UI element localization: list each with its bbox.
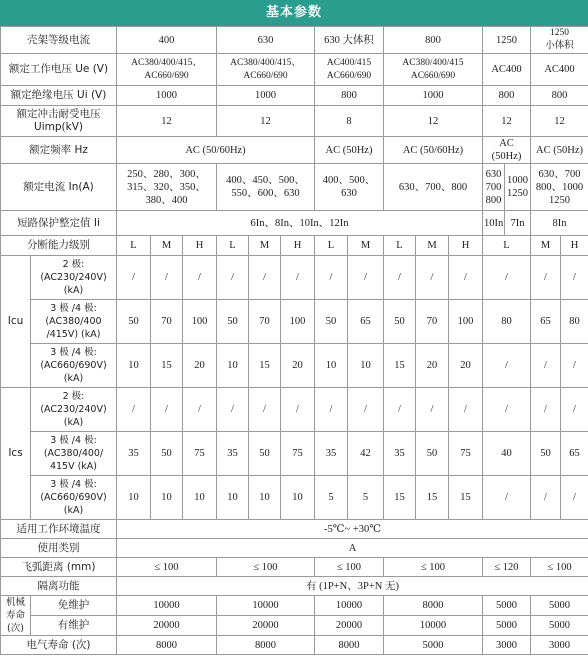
cell: 50 xyxy=(315,300,348,344)
cell: 400、500、 630 xyxy=(315,164,384,211)
cell: 15 xyxy=(416,476,449,520)
cell: 800 xyxy=(315,86,384,106)
cell: 8 xyxy=(315,106,384,137)
cell: / xyxy=(561,256,588,300)
row-label: 免维护 xyxy=(31,596,117,616)
cell: 10In xyxy=(483,211,505,236)
cell: 8In xyxy=(531,211,588,236)
cell: AC (50Hz) xyxy=(483,137,531,164)
row-ics-2p xyxy=(1,388,588,432)
cell: 5 xyxy=(348,476,384,520)
row-label: 2 极: (AC230/240V) (kA) xyxy=(31,256,117,300)
cell: ≤ 100 xyxy=(117,558,217,577)
cell: 630 大体积 xyxy=(315,27,384,54)
row-frame xyxy=(1,27,588,54)
cell: AC (50/60Hz) xyxy=(117,137,315,164)
row-label: 短路保护整定值 Ii xyxy=(1,211,117,236)
cell: 10 xyxy=(315,344,348,388)
row-label: 2 极: (AC230/240V) (kA) xyxy=(31,388,117,432)
row-ue xyxy=(1,54,588,86)
cell: 3000 xyxy=(531,636,588,655)
cell: H xyxy=(281,236,315,256)
cell: ≤ 100 xyxy=(531,558,588,577)
cell: ≤ 120 xyxy=(483,558,531,577)
cell: / xyxy=(483,476,531,520)
cell: M xyxy=(151,236,183,256)
cell: / xyxy=(151,256,183,300)
cell: 10000 xyxy=(217,596,315,616)
icu-label: Icu xyxy=(1,256,31,388)
row-icu-3p-690 xyxy=(1,344,588,388)
row-elec-life xyxy=(1,636,588,655)
cell: 5 xyxy=(315,476,348,520)
cell: / xyxy=(384,388,416,432)
cell: 65 xyxy=(531,300,561,344)
cell: / xyxy=(217,388,249,432)
cell: 10 xyxy=(117,344,151,388)
row-label: 3 极 /4 极: (AC660/690V) (kA) xyxy=(31,476,117,520)
cell: A xyxy=(117,539,588,558)
cell: / xyxy=(249,388,281,432)
ics-label: Ics xyxy=(1,388,31,520)
row-label: 3 极 /4 极: (AC380/400 /415V) (kA) xyxy=(31,300,117,344)
cell: H xyxy=(561,236,588,256)
row-label: 适用工作环境温度 xyxy=(1,520,117,539)
cell: 50 xyxy=(416,432,449,476)
row-category xyxy=(1,539,588,558)
row-label: 额定工作电压 Ue (V) xyxy=(1,54,117,86)
cell: 10 xyxy=(348,344,384,388)
cell: / xyxy=(531,256,561,300)
cell: / xyxy=(483,256,531,300)
cell: 15 xyxy=(449,476,483,520)
cell: 12 xyxy=(384,106,483,137)
cell: 1250 小体积 xyxy=(531,27,588,54)
cell: 400、450、500、 550、600、630 xyxy=(217,164,315,211)
cell: 12 xyxy=(531,106,588,137)
cell: 400 xyxy=(117,27,217,54)
cell: / xyxy=(281,388,315,432)
cell: 1250 xyxy=(483,27,531,54)
cell: 1000 1250 xyxy=(505,164,531,211)
cell: 10 xyxy=(117,476,151,520)
cell: AC (50/60Hz) xyxy=(384,137,483,164)
cell: 10000 xyxy=(315,596,384,616)
cell: 50 xyxy=(384,300,416,344)
row-icu-2p xyxy=(1,256,588,300)
cell: / xyxy=(348,256,384,300)
cell: 10000 xyxy=(117,596,217,616)
cell: H xyxy=(183,236,217,256)
row-isolation xyxy=(1,577,588,596)
cell: 10 xyxy=(217,344,249,388)
cell: 800 xyxy=(384,27,483,54)
cell: 40 xyxy=(483,432,531,476)
cell: 7In xyxy=(505,211,531,236)
cell: L xyxy=(217,236,249,256)
row-ui xyxy=(1,86,588,106)
cell: 10 xyxy=(281,476,315,520)
cell: 8000 xyxy=(217,636,315,655)
cell: 35 xyxy=(117,432,151,476)
row-arc-distance xyxy=(1,558,588,577)
parameter-table xyxy=(0,26,588,655)
cell: / xyxy=(315,256,348,300)
row-label: 电气寿命 (次) xyxy=(1,636,117,655)
cell: 20000 xyxy=(315,616,384,636)
cell: / xyxy=(151,388,183,432)
cell: 50 xyxy=(249,432,281,476)
row-ics-3p-690 xyxy=(1,476,588,520)
row-breaking-class xyxy=(1,236,588,256)
cell: / xyxy=(183,256,217,300)
row-label: 3 极 /4 极: (AC660/690V) (kA) xyxy=(31,344,117,388)
cell: / xyxy=(449,256,483,300)
cell: 8000 xyxy=(384,596,483,616)
cell: 250、280、300、 315、320、350、 380、400 xyxy=(117,164,217,211)
cell: / xyxy=(561,344,588,388)
cell: 42 xyxy=(348,432,384,476)
row-mech-life-maint xyxy=(1,616,588,636)
cell: 10 xyxy=(151,476,183,520)
cell: / xyxy=(217,256,249,300)
cell: 1000 xyxy=(384,86,483,106)
cell: AC400/415 AC660/690 xyxy=(315,54,384,86)
cell: / xyxy=(561,476,588,520)
row-ics-3p-400 xyxy=(1,432,588,476)
cell: H xyxy=(449,236,483,256)
cell: 65 xyxy=(561,432,588,476)
cell: 630 xyxy=(217,27,315,54)
cell: 100 xyxy=(281,300,315,344)
cell: / xyxy=(315,388,348,432)
cell: 35 xyxy=(384,432,416,476)
cell: 75 xyxy=(183,432,217,476)
cell: AC380/400/415 AC660/690 xyxy=(384,54,483,86)
table-title: 基本参数 xyxy=(0,0,588,26)
row-ii xyxy=(1,211,588,236)
cell: 20000 xyxy=(117,616,217,636)
cell: 50 xyxy=(531,432,561,476)
row-label: 使用类别 xyxy=(1,539,117,558)
cell: 70 xyxy=(416,300,449,344)
cell: 15 xyxy=(151,344,183,388)
cell: / xyxy=(483,388,531,432)
cell: 70 xyxy=(151,300,183,344)
cell: 100 xyxy=(449,300,483,344)
row-frequency xyxy=(1,137,588,164)
cell: 80 xyxy=(483,300,531,344)
row-label: 3 极 /4 极: (AC380/400/ 415V (kA) xyxy=(31,432,117,476)
cell: 15 xyxy=(249,344,281,388)
cell: 75 xyxy=(449,432,483,476)
cell: M xyxy=(416,236,449,256)
cell: / xyxy=(483,344,531,388)
row-uimp xyxy=(1,106,588,137)
row-label: 壳架等级电流 xyxy=(1,27,117,54)
row-label: 额定绝缘电压 Ui (V) xyxy=(1,86,117,106)
cell: -5℃~ +30℃ xyxy=(117,520,588,539)
cell: 5000 xyxy=(483,596,531,616)
row-label: 额定频率 Hz xyxy=(1,137,117,164)
cell: 800 xyxy=(483,86,531,106)
cell: 5000 xyxy=(384,636,483,655)
cell: 65 xyxy=(348,300,384,344)
cell: 5000 xyxy=(531,596,588,616)
cell: 630、700 800、1000 1250 xyxy=(531,164,588,211)
mech-life-label: 机械寿命 (次) xyxy=(1,596,31,636)
cell: / xyxy=(416,256,449,300)
cell: 15 xyxy=(384,344,416,388)
row-label: 额定电流 In(A) xyxy=(1,164,117,211)
cell: AC (50Hz) xyxy=(315,137,384,164)
cell: 35 xyxy=(315,432,348,476)
row-label: 额定冲击耐受电压 Uimp(kV) xyxy=(1,106,117,137)
cell: 50 xyxy=(117,300,151,344)
cell: 80 xyxy=(561,300,588,344)
cell: 10 xyxy=(249,476,281,520)
cell: AC380/400/415、 AC660/690 xyxy=(217,54,315,86)
cell: 12 xyxy=(217,106,315,137)
cell: / xyxy=(531,476,561,520)
cell: 1000 xyxy=(117,86,217,106)
cell: 6In、8In、10In、12In xyxy=(117,211,483,236)
row-mech-life-free xyxy=(1,596,588,616)
cell: / xyxy=(117,388,151,432)
row-label: 飞弧距离 (mm) xyxy=(1,558,117,577)
cell: ≤ 100 xyxy=(217,558,315,577)
cell: 有 (1P+N、3P+N 无) xyxy=(117,577,588,596)
cell: / xyxy=(531,388,561,432)
cell: 35 xyxy=(217,432,249,476)
cell: AC (50Hz) xyxy=(531,137,588,164)
cell: 50 xyxy=(217,300,249,344)
cell: ≤ 100 xyxy=(384,558,483,577)
cell: AC380/400/415、 AC660/690 xyxy=(117,54,217,86)
cell: 5000 xyxy=(483,616,531,636)
cell: L xyxy=(315,236,348,256)
cell: / xyxy=(249,256,281,300)
cell: / xyxy=(416,388,449,432)
cell: 20 xyxy=(449,344,483,388)
cell: 3000 xyxy=(483,636,531,655)
cell: / xyxy=(561,388,588,432)
cell: ≤ 100 xyxy=(315,558,384,577)
cell: 70 xyxy=(249,300,281,344)
cell: 8000 xyxy=(117,636,217,655)
row-label: 隔离功能 xyxy=(1,577,117,596)
cell: AC400 xyxy=(531,54,588,86)
cell: / xyxy=(183,388,217,432)
cell: 12 xyxy=(483,106,531,137)
cell: M xyxy=(249,236,281,256)
cell: 15 xyxy=(384,476,416,520)
cell: L xyxy=(483,236,531,256)
cell: / xyxy=(384,256,416,300)
cell: 10 xyxy=(183,476,217,520)
cell: 50 xyxy=(151,432,183,476)
cell: 10000 xyxy=(384,616,483,636)
cell: / xyxy=(531,344,561,388)
cell: 20 xyxy=(183,344,217,388)
row-rated-current xyxy=(1,164,588,211)
cell: L xyxy=(384,236,416,256)
cell: / xyxy=(281,256,315,300)
cell: 75 xyxy=(281,432,315,476)
cell: 8000 xyxy=(315,636,384,655)
cell: 10 xyxy=(217,476,249,520)
row-label: 有维护 xyxy=(31,616,117,636)
cell: 100 xyxy=(183,300,217,344)
cell: / xyxy=(117,256,151,300)
cell: M xyxy=(348,236,384,256)
cell: 20 xyxy=(416,344,449,388)
cell: 630、700、800 xyxy=(384,164,483,211)
cell: 12 xyxy=(117,106,217,137)
cell: 20 xyxy=(281,344,315,388)
row-icu-3p-400 xyxy=(1,300,588,344)
cell: 630 700 800 xyxy=(483,164,505,211)
cell: / xyxy=(348,388,384,432)
cell: M xyxy=(531,236,561,256)
row-temperature xyxy=(1,520,588,539)
cell: 1000 xyxy=(217,86,315,106)
cell: L xyxy=(117,236,151,256)
cell: / xyxy=(449,388,483,432)
cell: 20000 xyxy=(217,616,315,636)
row-label: 分断能力级别 xyxy=(1,236,117,256)
cell: AC400 xyxy=(483,54,531,86)
cell: 800 xyxy=(531,86,588,106)
cell: 5000 xyxy=(531,616,588,636)
